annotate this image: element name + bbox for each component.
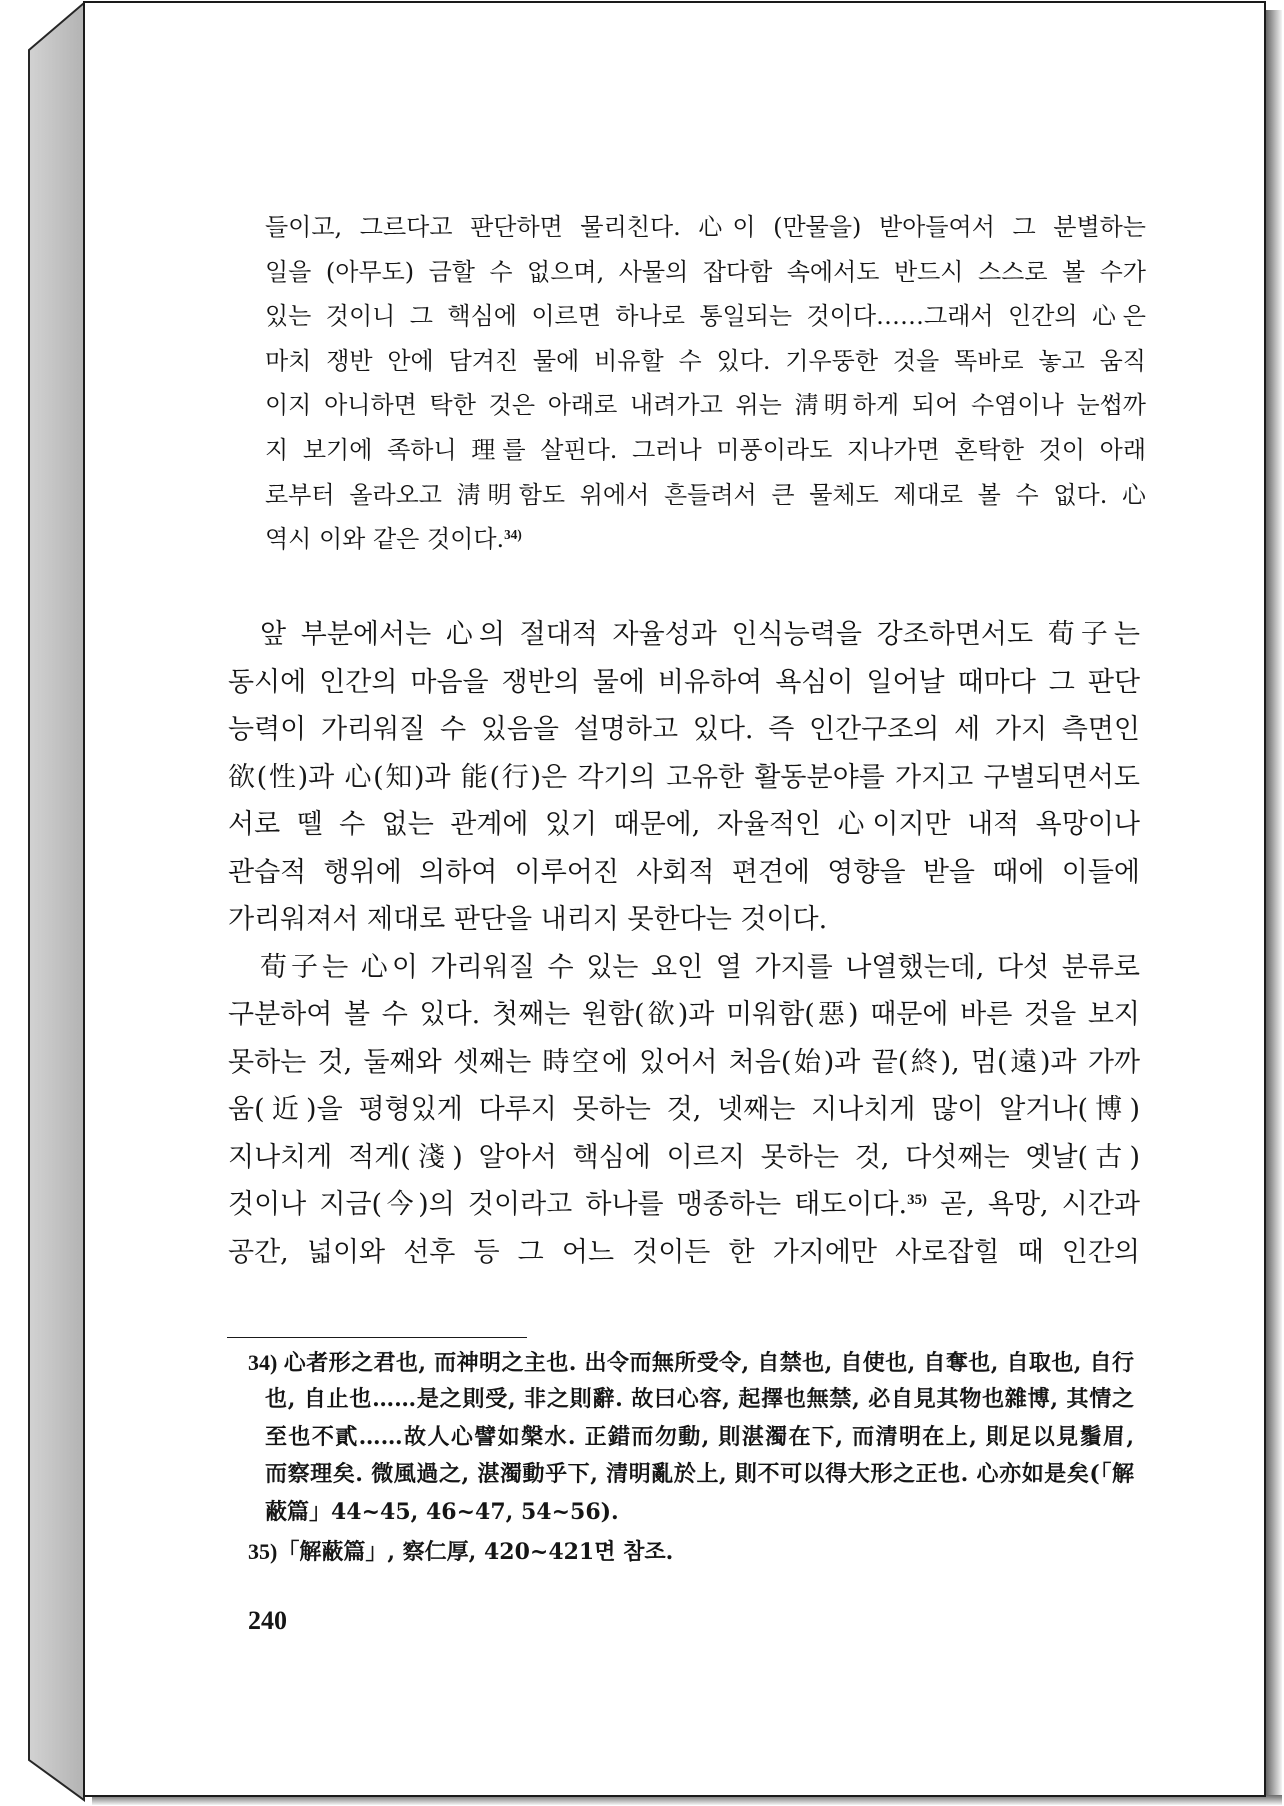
main-text-line: 동시에 인간의 마음을 쟁반의 물에 비유하여 욕심이 일어날 때마다 그 판단: [228, 666, 1140, 698]
main-text-line: 관습적 행위에 의하여 이루어진 사회적 편견에 영향을 받을 때에 이들에: [228, 856, 1140, 888]
footnote-line: [248, 1533, 1134, 1570]
footnote-line-text: 「解蔽篇」, 察仁厚, 420~421면 참조.: [277, 1539, 674, 1565]
main-text-line: 움(近)을 평형있게 다루지 못하는 것, 넷째는 지나치게 많이 알거나(博): [228, 1094, 1140, 1125]
main-text-line: 못하는 것, 둘째와 셋째는 時空에 있어서 처음(始)과 끝(終), 멈(遠)과 가까: [228, 1046, 1140, 1078]
footnote-line: 也, 自止也……是之則受, 非之則辭. 故曰心容, 起擇也無禁, 必自見其物也雜博, 其情之: [265, 1386, 1134, 1413]
main-text-line: [228, 1181, 1140, 1229]
main-text-line-text: 것이나 지금(今)의 것이라고 하나를 맹종하는 태도이다.: [228, 1189, 908, 1220]
block-quote-line: 마치 쟁반 안에 담겨진 물에 비유할 수 있다. 기우뚱한 것을 똑바로 놓고 움직: [265, 346, 1146, 375]
footnote: [248, 1344, 1134, 1531]
footnote-line: 至也不貳……故人心譬如槃水. 正錯而勿動, 則湛濁在下, 而清明在上, 則足以見鬚眉,: [265, 1423, 1134, 1450]
footnote-line-text: 心者形之君也, 而神明之主也. 出令而無所受令, 自禁也, 自使也, 自奪也, 自取也, 自行: [283, 1350, 1134, 1376]
main-text-line-text: 곧, 욕망, 시간과: [926, 1189, 1140, 1220]
main-text-line: 荀子는 心이 가리워질 수 있는 요인 열 가지를 나열했는데, 다섯 분류로: [260, 951, 1140, 983]
footnote-line: [248, 1344, 1134, 1381]
main-text-line: 공간, 넓이와 선후 등 그 어느 것이든 한 가지에만 사로잡힐 때 인간의: [228, 1236, 1140, 1268]
block-quote-line-text: 역시 이와 같은 것이다.: [265, 525, 505, 554]
main-text-line: 서로 뗄 수 없는 관계에 있기 때문에, 자율적인 心이지만 내적 욕망이나: [228, 809, 1140, 840]
main-text: [228, 611, 1140, 1276]
block-quote-line: 있는 것이니 그 핵심에 이르면 하나로 통일되는 것이다……그래서 인간의 心은: [265, 302, 1146, 331]
main-text-line: 구분하여 볼 수 있다. 첫째는 원함(欲)과 미워함(惡) 때문에 바른 것을 보지: [228, 999, 1140, 1030]
page-number: 240: [248, 1606, 287, 1635]
block-quote-line: 일을 (아무도) 금할 수 없으며, 사물의 잡다함 속에서도 반드시 스스로 볼 수가: [265, 257, 1146, 286]
footnote-label: 35): [248, 1539, 278, 1564]
footnote-reference: 35): [907, 1192, 927, 1209]
block-quote-line: 이지 아니하면 탁한 것은 아래로 내려가고 위는 淸明하게 되어 수염이나 눈썹까: [265, 391, 1146, 420]
footnote: [248, 1533, 1134, 1570]
block-quote: [265, 205, 1146, 562]
book-spine: [29, 3, 84, 1800]
page-right-shadow: [1265, 10, 1282, 1800]
footnote-separator: [227, 1337, 527, 1338]
block-quote-line: 지 보기에 족하니 理를 살핀다. 그러나 미풍이라도 지나가면 혼탁한 것이 아래: [265, 435, 1146, 464]
footnote-reference: 34): [504, 527, 522, 543]
footnote-line: 而察理矣. 微風過之, 湛濁動乎下, 清明亂於上, 則不可以得大形之正也. 心亦如是矣(「解: [265, 1461, 1134, 1488]
block-quote-line: 로부터 올라오고 淸明함도 위에서 흔들려서 큰 물체도 제대로 볼 수 없다. 心: [265, 480, 1146, 509]
main-text-line: 지나치게 적게(淺) 알아서 핵심에 이르지 못하는 것, 다섯째는 옛날(古): [228, 1141, 1140, 1173]
block-quote-line: 들이고, 그르다고 판단하면 물리친다. 心이 (만물을) 받아들여서 그 분별하는: [265, 213, 1146, 241]
footnote-line: 蔽篇」44~45, 46~47, 54~56).: [265, 1498, 619, 1525]
main-text-line: 앞 부분에서는 心의 절대적 자율성과 인식능력을 강조하면서도 荀子는: [260, 619, 1140, 650]
footnote-label: 34): [248, 1350, 278, 1375]
main-text-line: 능력이 가리워질 수 있음을 설명하고 있다. 즉 인간구조의 세 가지 측면인: [228, 714, 1140, 745]
main-text-line: 가리워져서 제대로 판단을 내리지 못한다는 것이다.: [228, 904, 828, 935]
main-text-line: 欲(性)과 心(知)과 能(行)은 각기의 고유한 활동분야를 가지고 구별되면서도: [228, 761, 1140, 793]
block-quote-line: [265, 517, 1146, 562]
